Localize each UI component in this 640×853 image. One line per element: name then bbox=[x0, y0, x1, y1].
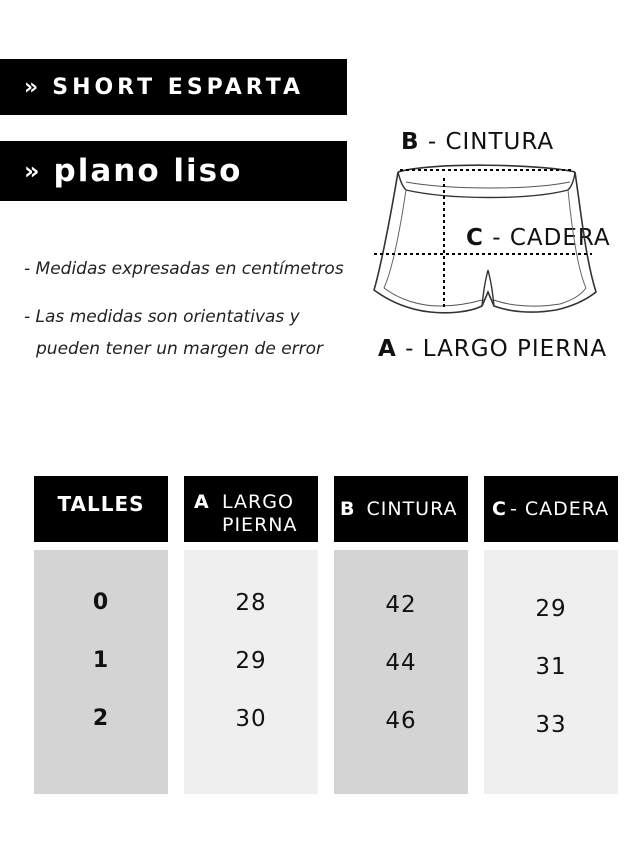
label-largo-pierna: A - LARGO PIERNA bbox=[378, 336, 608, 362]
label-cadera: C - CADERA bbox=[466, 225, 611, 251]
label-cintura: B - CINTURA bbox=[401, 129, 555, 155]
note-margin: pueden tener un margen de error bbox=[36, 339, 324, 359]
header-cadera: C - CADERA bbox=[484, 476, 618, 542]
chevron-icon: » bbox=[24, 157, 40, 185]
header-cintura: B CINTURA bbox=[334, 476, 468, 542]
largo-value: 29 bbox=[235, 648, 267, 674]
size-0: 0 bbox=[92, 590, 110, 615]
product-subtitle: plano liso bbox=[53, 153, 243, 189]
cadera-value: 33 bbox=[535, 712, 567, 738]
cintura-value: 42 bbox=[385, 592, 417, 618]
column-largo-pierna bbox=[184, 550, 318, 794]
size-2: 2 bbox=[92, 706, 110, 731]
column-cintura bbox=[334, 550, 468, 794]
subtitle-banner bbox=[0, 141, 347, 201]
cintura-value: 44 bbox=[385, 650, 417, 676]
title-banner bbox=[0, 59, 347, 115]
column-talles bbox=[34, 550, 168, 794]
header-talles: TALLES bbox=[34, 476, 168, 542]
cadera-value: 31 bbox=[535, 654, 567, 680]
product-title: SHORT ESPARTA bbox=[52, 74, 305, 100]
size-1: 1 bbox=[92, 648, 110, 673]
cadera-value: 29 bbox=[535, 596, 567, 622]
shorts-diagram bbox=[360, 160, 610, 330]
chevron-icon: » bbox=[24, 74, 39, 100]
largo-value: 28 bbox=[235, 590, 267, 616]
note-orientative: - Las medidas son orientativas y bbox=[24, 307, 300, 327]
header-largo-pierna: A LARGO PIERNA bbox=[184, 476, 318, 542]
largo-value: 30 bbox=[235, 706, 267, 732]
cintura-value: 46 bbox=[385, 708, 417, 734]
note-units: - Medidas expresadas en centímetros bbox=[24, 259, 344, 279]
column-cadera bbox=[484, 550, 618, 794]
